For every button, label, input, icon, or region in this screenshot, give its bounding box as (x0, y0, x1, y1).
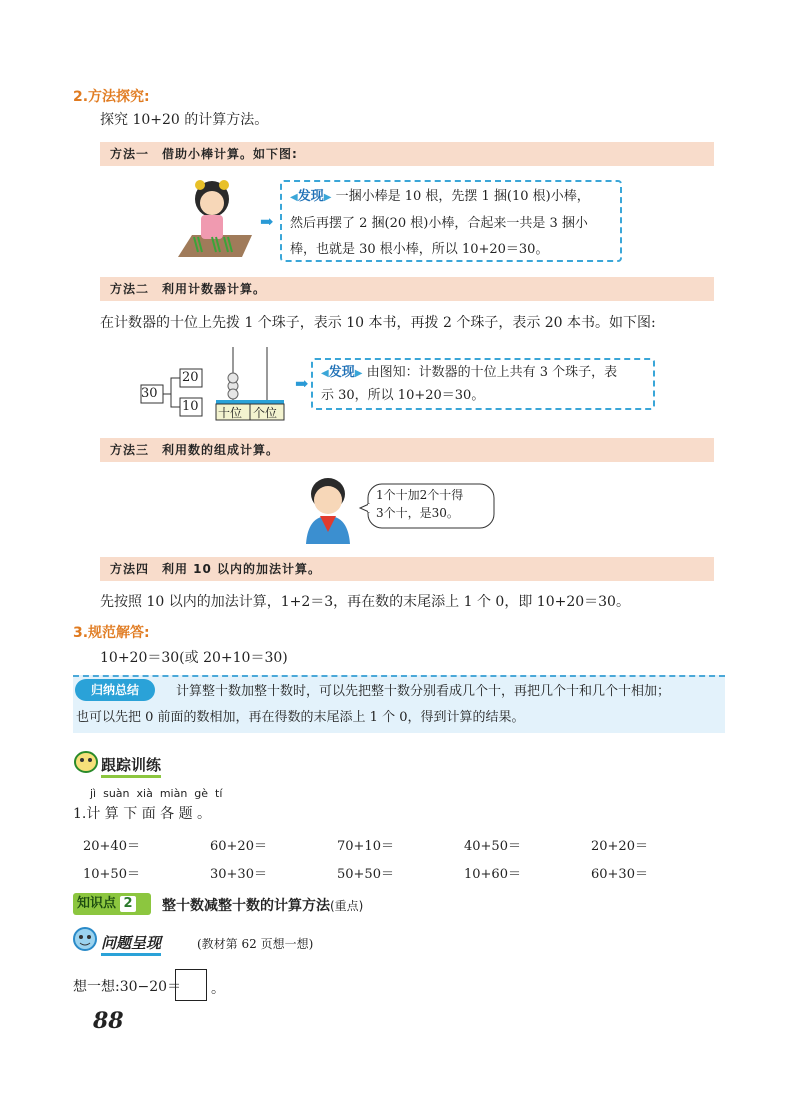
calc-item: 10+60＝ (464, 867, 521, 882)
tree-bottom-value: 10 (182, 399, 199, 414)
discovery-text-1: 一捆小棒是 10 根，先摆 1 捆(10 根)小棒， (335, 189, 590, 204)
knowledge-tag-label: 知识点 (77, 896, 117, 911)
calc-item: 20+40＝ (83, 839, 140, 854)
discovery-line (290, 184, 612, 211)
triangle-left-icon: ◀ (321, 368, 329, 379)
calc-item: 50+50＝ (337, 867, 394, 882)
answer-box[interactable] (175, 969, 207, 1001)
bubble-line-2: 3个十，是30。 (376, 506, 459, 520)
section-heading-method: 2.方法探究: (73, 89, 150, 105)
knowledge-point-tag (73, 893, 151, 915)
arrow-right-icon: ➡ (295, 374, 309, 393)
method-two-bar: 方法二 利用计数器计算。 (100, 277, 714, 301)
calc-item: 70+10＝ (337, 839, 394, 854)
calc-item: 20+20＝ (591, 839, 648, 854)
discover-label: 发现 (297, 189, 324, 204)
triangle-left-icon: ◀ (290, 192, 298, 203)
method-two-description: 在计数器的十位上先拨 1 个珠子，表示 10 本书，再拨 2 个珠子，表示 20 本书。如下图: (100, 315, 656, 331)
boy-illustration (300, 474, 360, 544)
knowledge-tag-number: 2 (120, 896, 136, 912)
problem-reference: (教材第 62 页想一想) (197, 937, 314, 951)
method-one-bar: 方法一 借助小棒计算。如下图: (100, 142, 714, 166)
summary-line-2: 也可以先把 0 前面的数相加，再在得数的末尾添上 1 个 0，得到计算的结果。 (76, 710, 525, 725)
problem-tail: 。 (211, 981, 225, 997)
discovery-text-2: 示 30，所以 10+20＝30。 (321, 388, 485, 403)
abacus-ones-label: 个位 (253, 406, 278, 420)
summary-tag: 归纳总结 (75, 679, 155, 701)
page-number: 88 (93, 1008, 124, 1034)
calc-item: 60+20＝ (210, 839, 267, 854)
knowledge-title-text: 整十数减整十数的计算方法 (162, 898, 330, 914)
method-two-discovery-box (311, 358, 655, 410)
problem-title: 问题呈现 (101, 932, 161, 956)
knowledge-title (162, 895, 363, 915)
problem-prompt: 想一想:30−20＝ (73, 979, 182, 995)
triangle-right-icon: ▶ (323, 192, 332, 203)
knowledge-note: (重点) (330, 899, 364, 913)
girl-with-sticks-illustration (172, 177, 256, 263)
bubble-line-1: 1个十加2个十得 (376, 488, 464, 502)
standard-answer: 10+20＝30(或 20+10＝30) (100, 650, 288, 666)
summary-line-1: 计算整十数加整十数时，可以先把整十数分别看成几个十，再把几个十和几个十相加； (176, 684, 671, 699)
tree-top-value: 20 (182, 370, 199, 385)
triangle-right-icon: ▶ (354, 368, 363, 379)
section-heading-answer: 3.规范解答: (73, 625, 150, 641)
discovery-line (321, 362, 645, 385)
method-four-description: 先按照 10 以内的加法计算，1+2＝3，再在数的末尾添上 1 个 0，即 10+20＝30。 (100, 594, 630, 610)
method-one-discovery-box (280, 180, 622, 262)
question-pinyin: jì suàn xià miàn gè tí (90, 787, 223, 800)
calc-item: 40+50＝ (464, 839, 521, 854)
method-four-bar: 方法四 利用 10 以内的加法计算。 (100, 557, 714, 581)
abacus-tens-label: 十位 (218, 406, 243, 420)
bubble-text (376, 486, 463, 522)
discover-label: 发现 (328, 365, 355, 380)
method-three-bar: 方法三 利用数的组成计算。 (100, 438, 714, 462)
calc-item: 60+30＝ (591, 867, 648, 882)
training-title: 跟踪训练 (101, 754, 161, 778)
section-intro: 探究 10+20 的计算方法。 (100, 112, 269, 128)
question-title: 1.计 算 下 面 各 题 。 (73, 806, 212, 822)
calc-item: 10+50＝ (83, 867, 140, 882)
discovery-text-3: 棒，也就是 30 根小棒，所以 10+20＝30。 (290, 242, 549, 257)
problem-icon (71, 926, 99, 952)
arrow-right-icon: ➡ (260, 212, 274, 231)
tree-total: 30 (141, 386, 158, 401)
discovery-text-1: 由图知：计数器的十位上共有 3 个珠子，表 (366, 365, 618, 380)
calc-item: 30+30＝ (210, 867, 267, 882)
training-icon (73, 750, 99, 774)
discovery-text-2: 然后再摆了 2 捆(20 根)小棒，合起来一共是 3 捆小 (290, 216, 588, 231)
